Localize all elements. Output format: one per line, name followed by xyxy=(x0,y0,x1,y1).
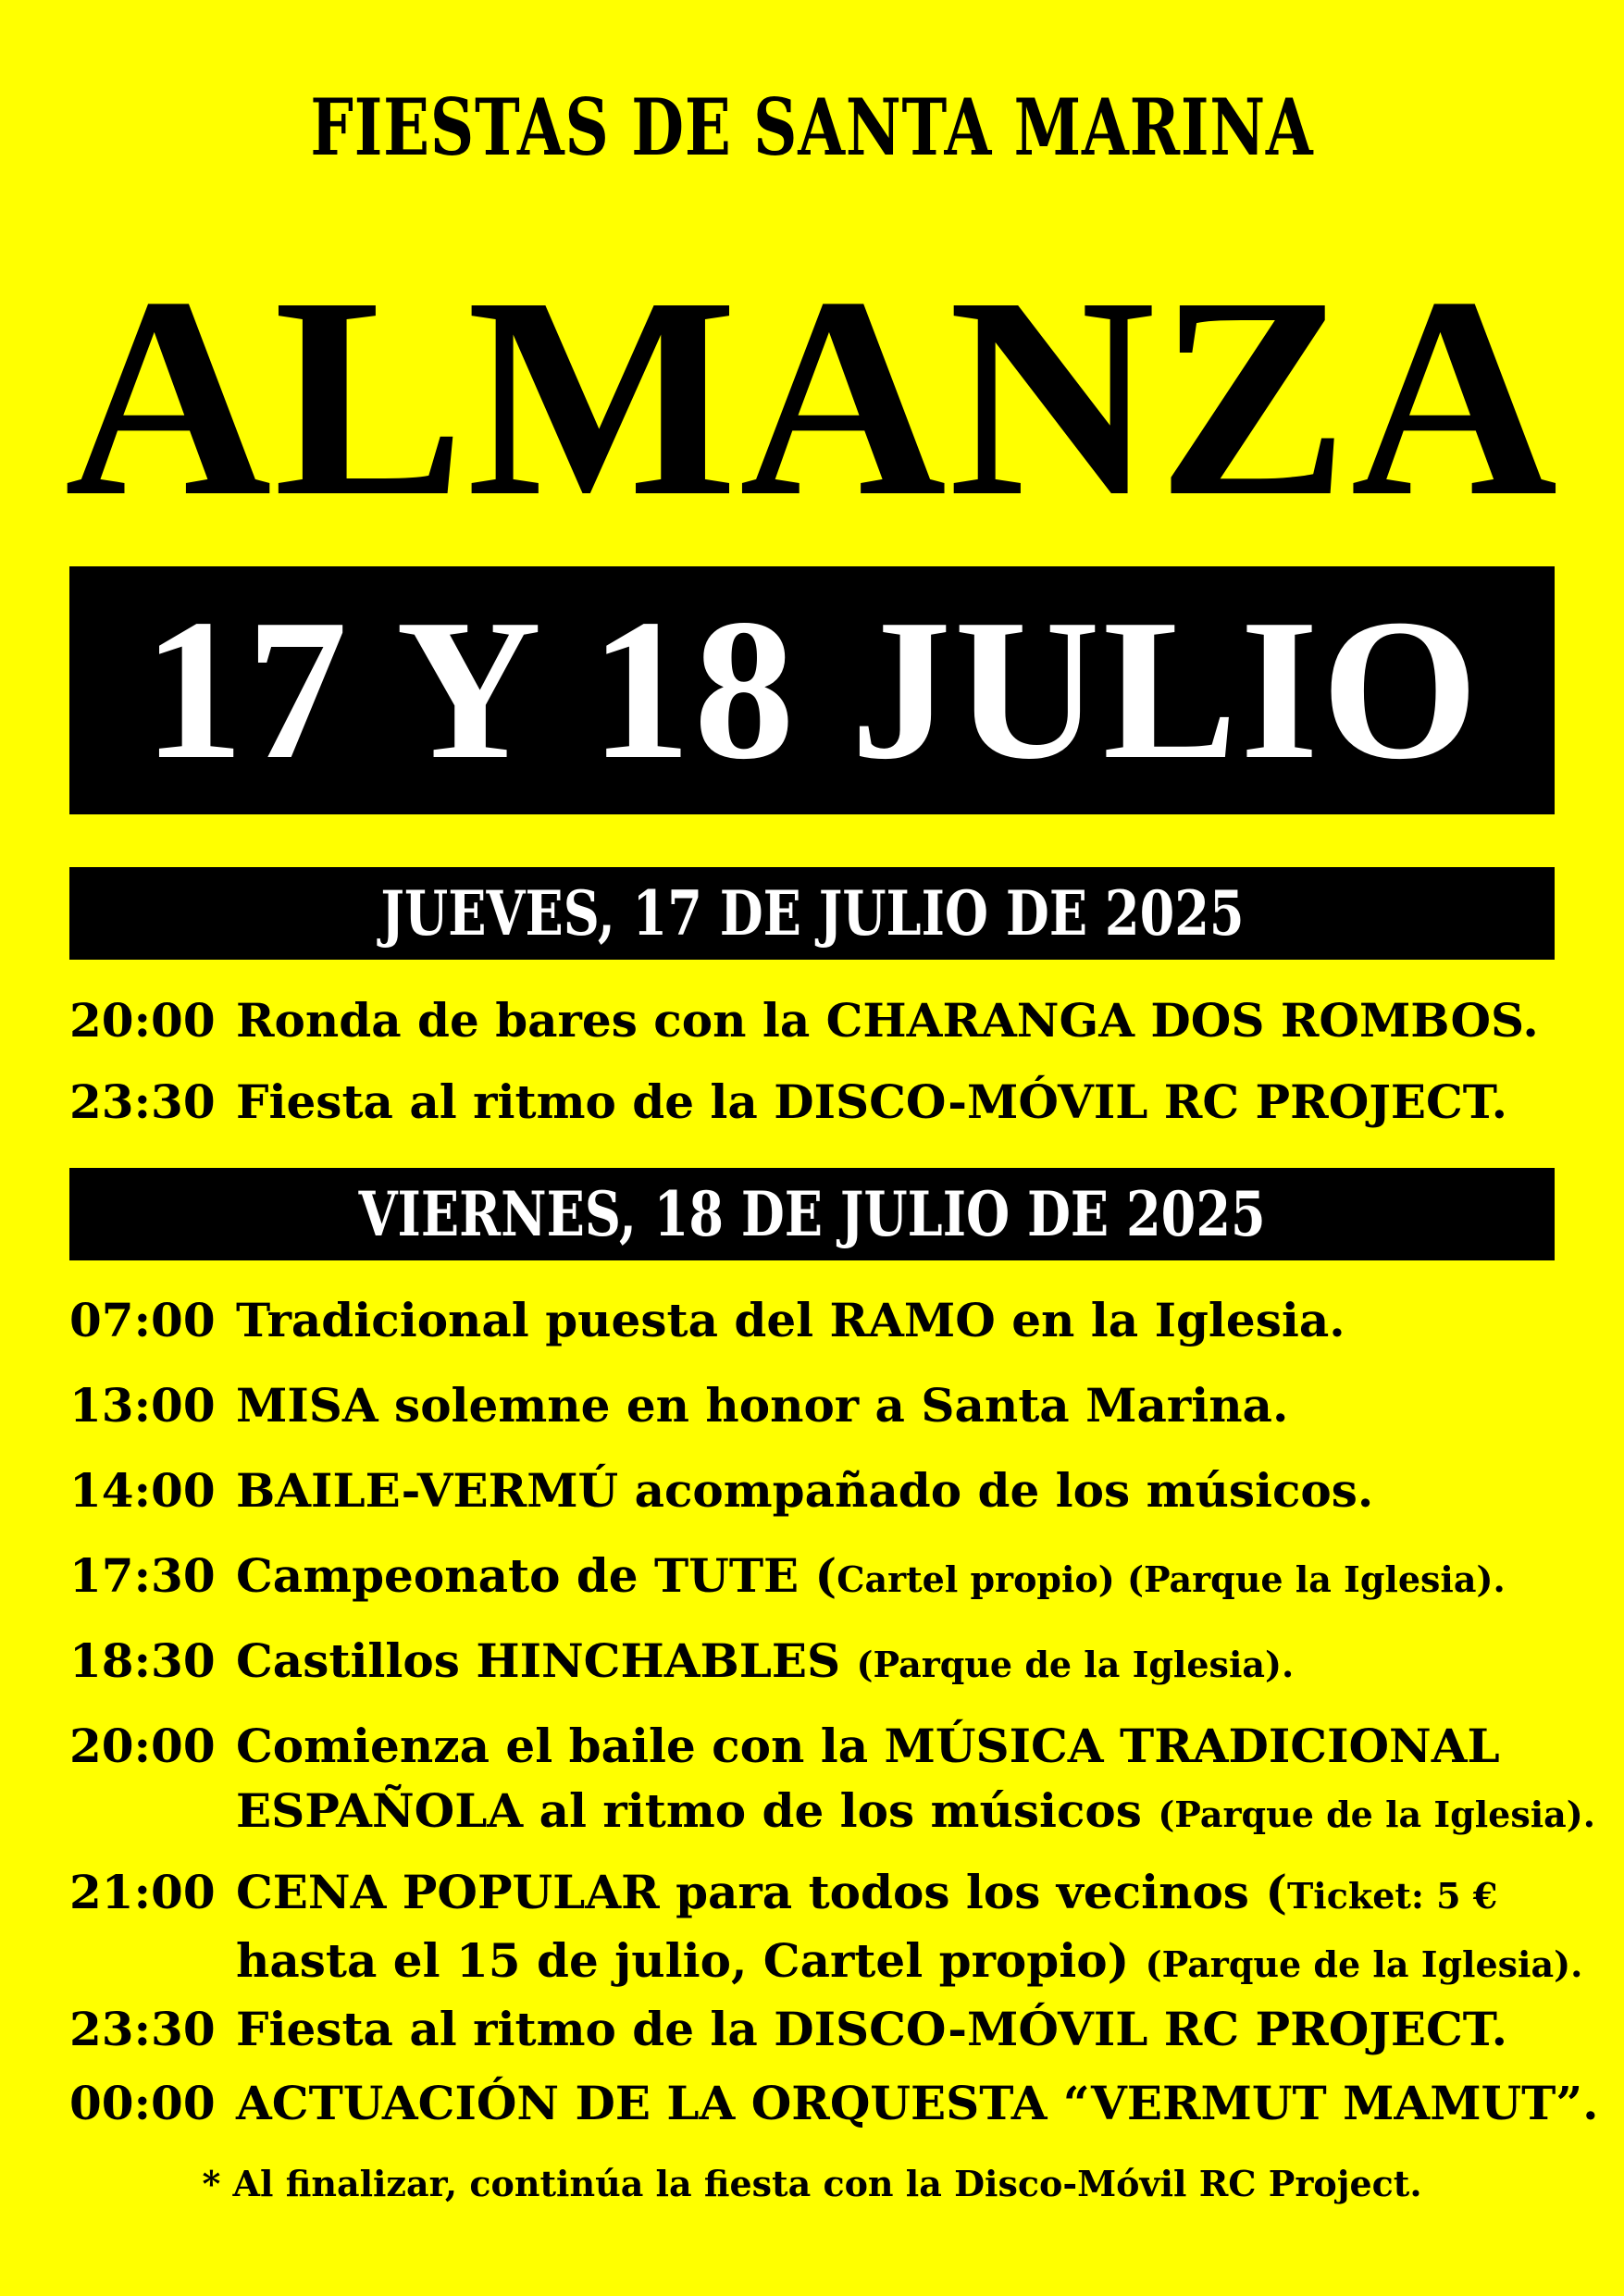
event-description: Ronda de bares con la CHARANGA DOS ROMBOS. xyxy=(236,993,1539,1048)
schedule-item xyxy=(69,1860,1605,1997)
event-note: (Parque de la Iglesia). xyxy=(1158,1793,1595,1835)
event-text: CENA POPULAR para todos los vecinos ( xyxy=(236,1865,1288,1919)
event-pretitle: FIESTAS DE SANTA MARINA xyxy=(310,81,1314,173)
schedule-item xyxy=(69,1544,1605,1612)
dates-banner xyxy=(69,566,1555,814)
day-heading-friday xyxy=(69,1168,1555,1260)
event-time: 14:00 xyxy=(69,1463,216,1518)
schedule-item xyxy=(69,1288,1605,1353)
event-text-line2: ESPAÑOLA al ritmo de los músicos xyxy=(236,1783,1159,1838)
event-note: (Parque de la Iglesia). xyxy=(1145,1943,1583,1985)
event-time: 23:30 xyxy=(69,2002,216,2056)
event-description: Fiesta al ritmo de la DISCO-MÓVIL RC PROJECT. xyxy=(236,1074,1507,1129)
event-time: 00:00 xyxy=(69,2076,216,2130)
event-description: Tradicional puesta del RAMO en la Iglesia. xyxy=(236,1293,1345,1347)
event-time: 18:30 xyxy=(69,1633,216,1688)
event-time: 17:30 xyxy=(69,1548,216,1603)
event-description xyxy=(236,1860,1582,1997)
event-note: (Parque de la Iglesia). xyxy=(856,1644,1295,1685)
schedule-item xyxy=(69,988,1605,1053)
event-time: 07:00 xyxy=(69,1293,216,1347)
schedule-item xyxy=(69,1714,1605,1847)
event-description xyxy=(236,1714,1595,1847)
dates-text: 17 Y 18 JULIO xyxy=(143,578,1481,801)
day-heading-text: JUEVES, 17 DE JULIO DE 2025 xyxy=(379,877,1245,949)
schedule-item xyxy=(69,1373,1605,1438)
schedule-item xyxy=(69,1070,1605,1135)
event-time: 20:00 xyxy=(69,1719,216,1773)
footnote: * Al finalizar, continúa la fiesta con la Disco-Móvil RC Project. xyxy=(202,2163,1422,2204)
event-text: Castillos HINCHABLES xyxy=(236,1633,857,1688)
town-name: ALMANZA xyxy=(64,239,1560,556)
event-note: Cartel propio) (Parque la Iglesia). xyxy=(837,1558,1506,1600)
schedule-item xyxy=(69,1629,1605,1697)
event-description xyxy=(236,1629,1294,1697)
day-heading-text: VIERNES, 18 DE JULIO DE 2025 xyxy=(358,1178,1266,1250)
event-text: Comienza el baile con la MÚSICA TRADICIONAL xyxy=(236,1719,1500,1773)
event-description: MISA solemne en honor a Santa Marina. xyxy=(236,1378,1289,1433)
event-time: 20:00 xyxy=(69,993,216,1048)
event-description: Fiesta al ritmo de la DISCO-MÓVIL RC PROJECT. xyxy=(236,2002,1507,2056)
schedule-item xyxy=(69,1458,1605,1523)
event-description xyxy=(236,1544,1506,1612)
event-note: Ticket: 5 € xyxy=(1287,1875,1498,1917)
event-time: 23:30 xyxy=(69,1074,216,1129)
event-description: BAILE-VERMÚ acompañado de los músicos. xyxy=(236,1463,1374,1518)
event-text: Campeonato de TUTE ( xyxy=(236,1548,837,1603)
event-description: ACTUACIÓN DE LA ORQUESTA “VERMUT MAMUT”. xyxy=(236,2076,1599,2130)
day-heading-thursday xyxy=(69,867,1555,960)
event-text-line2: hasta el 15 de julio, Cartel propio) xyxy=(236,1933,1146,1988)
event-time: 13:00 xyxy=(69,1378,216,1433)
event-time: 21:00 xyxy=(69,1865,216,1919)
schedule-item xyxy=(69,1997,1605,2062)
schedule-item xyxy=(69,2071,1605,2136)
